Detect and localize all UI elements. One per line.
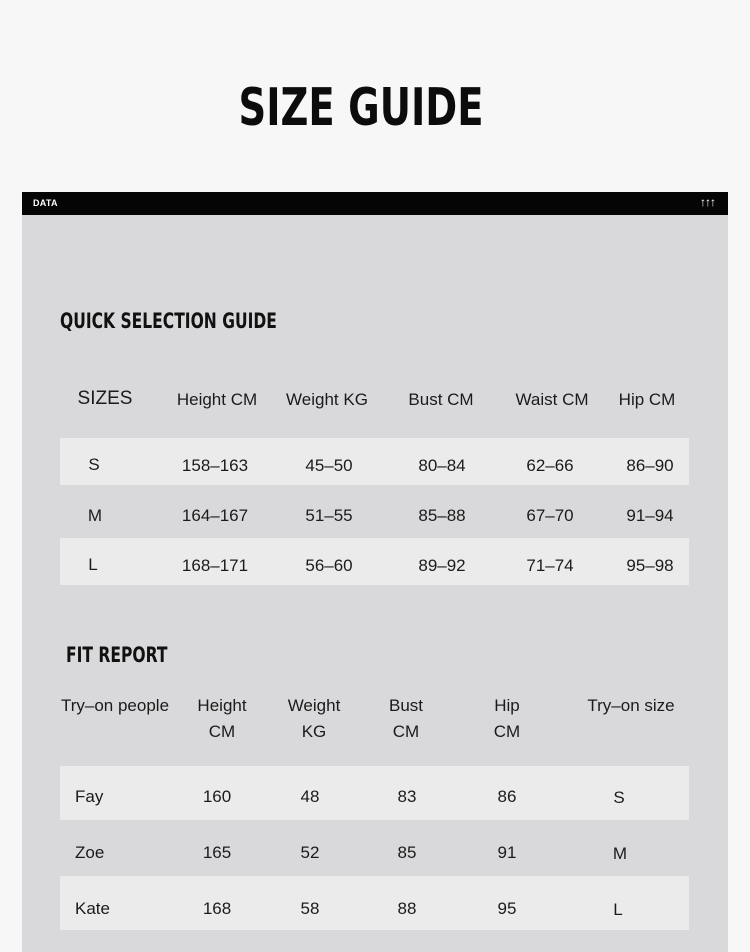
table-cell: Zoe xyxy=(75,843,105,862)
table-cell: Fay xyxy=(75,787,104,806)
table-cell: M xyxy=(87,506,103,525)
table-cell: 89–92 xyxy=(418,556,466,575)
table-row xyxy=(60,538,689,585)
table-cell: 51–55 xyxy=(305,506,353,525)
table-cell: S xyxy=(88,455,100,474)
table-cell: 158–163 xyxy=(181,456,249,475)
data-bar xyxy=(22,192,728,215)
quick-guide-header: Waist CM xyxy=(515,390,589,409)
table-row xyxy=(60,438,689,485)
table-cell: L xyxy=(88,555,98,574)
table-cell: 48 xyxy=(300,787,320,806)
table-cell: 62–66 xyxy=(526,456,574,475)
quick-guide-title: QUICK SELECTION GUIDE xyxy=(60,309,277,333)
table-cell: 85 xyxy=(397,843,417,862)
table-cell: Kate xyxy=(75,899,110,918)
fit-report-header-line: Height xyxy=(197,696,247,715)
table-cell: 95 xyxy=(497,899,517,918)
table-cell: 95–98 xyxy=(626,556,674,575)
quick-guide-header: Bust CM xyxy=(408,390,474,409)
table-row xyxy=(60,876,689,930)
up-arrows-icon[interactable]: ↑↑↑ xyxy=(700,195,715,209)
fit-report-header-line: Hip xyxy=(494,696,520,715)
table-cell: 160 xyxy=(202,787,232,806)
table-cell: 80–84 xyxy=(418,456,466,475)
fit-report-header: Try–on size xyxy=(587,696,675,715)
table-cell: 164–167 xyxy=(181,506,249,525)
table-cell: L xyxy=(613,900,623,919)
fit-report-header-unit: CM xyxy=(208,722,236,741)
quick-guide-header: Height CM xyxy=(176,390,258,409)
table-cell: 56–60 xyxy=(305,556,353,575)
table-cell: 85–88 xyxy=(418,506,466,525)
fit-report-header xyxy=(389,693,423,745)
table-cell: 86–90 xyxy=(626,456,674,475)
fit-report-header-line: Bust xyxy=(388,696,424,715)
table-cell: 168–171 xyxy=(181,556,249,575)
quick-guide-header: Hip CM xyxy=(618,390,676,409)
quick-guide-header: Weight KG xyxy=(286,390,368,409)
fit-report-header xyxy=(288,693,341,745)
quick-guide-header: SIZES xyxy=(77,388,133,409)
fit-report-header-unit: CM xyxy=(493,722,521,741)
table-cell: 86 xyxy=(497,787,517,806)
table-cell: 91–94 xyxy=(626,506,674,525)
fit-report-header-line: Weight xyxy=(287,696,341,715)
table-cell: 165 xyxy=(202,843,232,862)
table-cell: M xyxy=(612,844,628,863)
table-cell: 58 xyxy=(300,899,320,918)
fit-report-header xyxy=(197,693,246,745)
table-cell: 45–50 xyxy=(305,456,353,475)
fit-report-title: FIT REPORT xyxy=(66,643,168,667)
table-cell: 52 xyxy=(300,843,320,862)
data-bar-label: DATA xyxy=(33,198,58,208)
table-cell: 91 xyxy=(497,843,517,862)
table-cell: 168 xyxy=(202,899,232,918)
table-cell: 83 xyxy=(397,787,417,806)
table-cell: 67–70 xyxy=(526,506,574,525)
table-cell: 71–74 xyxy=(526,556,574,575)
page-title: SIZE GUIDE xyxy=(238,78,484,138)
fit-report-header-unit: CM xyxy=(392,722,420,741)
fit-report-header: Try–on people xyxy=(60,696,170,715)
table-cell: 88 xyxy=(397,899,417,918)
table-row xyxy=(60,766,689,820)
table-cell: S xyxy=(613,788,625,807)
fit-report-header-unit: KG xyxy=(301,722,327,741)
fit-report-header xyxy=(494,693,520,745)
size-data-panel xyxy=(22,192,728,952)
